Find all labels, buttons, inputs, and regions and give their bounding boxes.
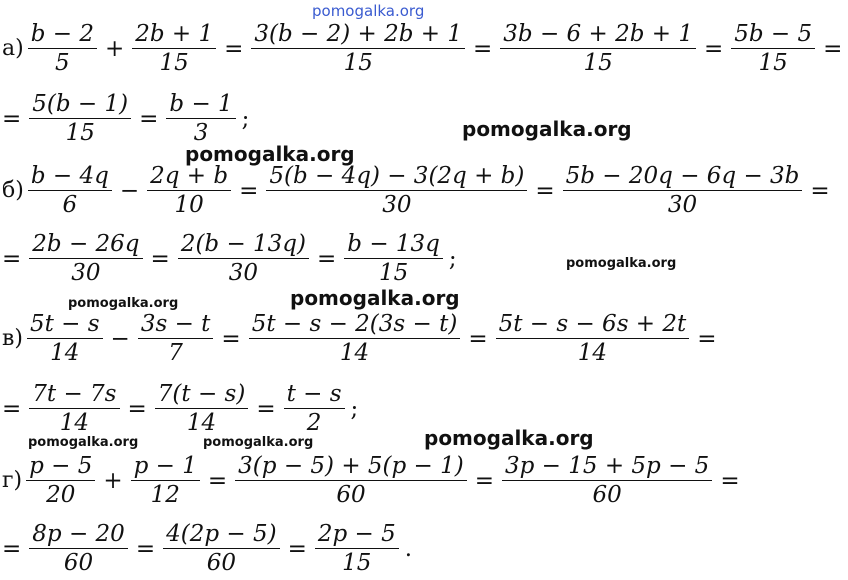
numerator: 5b − 5	[734, 21, 813, 47]
numerator: 5t − s − 2(3s − t)	[251, 311, 458, 337]
watermark: pomogalka.org	[566, 256, 677, 271]
numerator: 8p − 20	[32, 521, 125, 547]
operator: −	[119, 177, 140, 204]
denominator: 30	[228, 260, 259, 287]
equals-sign: =	[2, 105, 22, 132]
equals-sign: =	[150, 245, 170, 272]
numerator: 2q + b	[150, 163, 229, 189]
fraction	[315, 522, 399, 575]
numerator: 2p − 5	[317, 521, 396, 547]
punctuation: .	[404, 535, 413, 562]
equals-sign: =	[207, 467, 228, 494]
numerator: 3(b − 2) + 2b + 1	[254, 21, 463, 47]
watermark: pomogalka.org	[185, 142, 355, 166]
equals-sign: =	[317, 245, 337, 272]
fraction	[28, 22, 97, 75]
equals-sign: =	[127, 395, 147, 422]
denominator: 5	[55, 50, 70, 77]
denominator: 15	[342, 550, 372, 577]
fraction	[29, 382, 119, 435]
denominator: 15	[378, 260, 409, 287]
fraction	[29, 522, 128, 575]
denominator: 30	[382, 192, 412, 219]
fraction	[284, 382, 345, 435]
numerator: 7(t − s)	[157, 381, 246, 407]
denominator: 14	[339, 340, 370, 367]
operator: +	[103, 467, 123, 494]
problem-label: а)	[2, 36, 24, 62]
fraction	[251, 22, 465, 75]
denominator: 30	[71, 260, 101, 287]
denominator: 14	[59, 410, 90, 437]
fraction	[29, 92, 131, 145]
denominator: 15	[343, 50, 373, 77]
numerator: b − 1	[169, 91, 233, 117]
fraction	[178, 232, 309, 285]
fraction	[496, 312, 690, 365]
denominator: 12	[150, 482, 180, 509]
equals-sign: =	[135, 535, 156, 562]
equals-sign: =	[823, 35, 843, 62]
watermark: pomogalka.org	[462, 117, 632, 141]
denominator: 60	[206, 550, 236, 577]
denominator: 14	[577, 340, 608, 367]
watermark: pomogalka.org	[68, 296, 179, 311]
equals-sign: =	[473, 35, 493, 62]
denominator: 15	[65, 120, 95, 147]
numerator: 5b − 20q − 6q − 3b	[565, 163, 800, 189]
numerator: 5(b − 4q) − 3(2q + b)	[269, 163, 525, 189]
equals-sign: =	[287, 535, 307, 562]
problem-a-line1	[2, 22, 848, 75]
equals-sign: =	[2, 395, 22, 422]
numerator: 5t − s − 6s + 2t	[498, 311, 687, 337]
denominator: 15	[583, 50, 613, 77]
fraction	[27, 312, 103, 365]
numerator: 5(b − 1)	[32, 91, 129, 117]
fraction	[155, 382, 249, 435]
fraction	[502, 454, 712, 507]
operator: +	[104, 35, 125, 62]
denominator: 20	[46, 482, 76, 509]
equals-sign: =	[139, 105, 159, 132]
denominator: 15	[159, 50, 189, 77]
fraction	[266, 164, 527, 217]
equals-sign: =	[720, 467, 740, 494]
numerator: 3b − 6 + 2b + 1	[503, 21, 693, 47]
numerator: b − 4q	[30, 163, 109, 189]
fraction	[163, 522, 279, 575]
punctuation: ;	[448, 245, 457, 272]
fraction	[28, 164, 112, 217]
fraction	[249, 312, 461, 365]
numerator: 3(p − 5) + 5(p − 1)	[238, 453, 464, 479]
equals-sign: =	[221, 325, 241, 352]
watermark: pomogalka.org	[28, 435, 139, 450]
watermark: pomogalka.org	[424, 426, 594, 450]
denominator: 14	[50, 340, 80, 367]
denominator: 14	[186, 410, 217, 437]
fraction	[500, 22, 696, 75]
equals-sign: =	[810, 177, 830, 204]
problem-g-line2	[2, 522, 412, 575]
denominator: 7	[168, 340, 183, 367]
problem-label: в)	[2, 326, 23, 352]
equals-sign: =	[697, 325, 717, 352]
fraction	[731, 22, 815, 75]
fraction	[344, 232, 443, 285]
punctuation: ;	[241, 105, 250, 132]
problem-v-line2	[2, 382, 358, 435]
fraction	[132, 22, 216, 75]
fraction	[138, 312, 214, 365]
denominator: 15	[758, 50, 788, 77]
fraction	[26, 454, 95, 507]
numerator: 2b − 26q	[32, 231, 140, 257]
equals-sign: =	[535, 177, 555, 204]
equals-sign: =	[474, 467, 495, 494]
denominator: 6	[62, 192, 78, 219]
fraction	[166, 92, 235, 145]
numerator: 7t − 7s	[32, 381, 117, 407]
numerator: b − 2	[30, 21, 94, 47]
numerator: 2b + 1	[135, 21, 214, 47]
problem-a-line2	[2, 92, 249, 145]
numerator: 3p − 15 + 5p − 5	[505, 453, 710, 479]
numerator: b − 13q	[347, 231, 440, 257]
watermark-top: pomogalka.org	[312, 2, 425, 20]
fraction	[131, 454, 200, 507]
equals-sign: =	[468, 325, 488, 352]
equals-sign: =	[224, 35, 244, 62]
numerator: p − 1	[133, 453, 197, 479]
numerator: 4(2p − 5)	[166, 521, 277, 547]
equals-sign: =	[2, 535, 22, 562]
denominator: 2	[306, 410, 322, 437]
equals-sign: =	[703, 35, 724, 62]
problem-v-line1	[2, 312, 723, 365]
numerator: 2(b − 13q)	[180, 231, 306, 257]
punctuation: ;	[350, 395, 359, 422]
fraction	[29, 232, 142, 285]
watermark: pomogalka.org	[203, 435, 314, 450]
fraction	[563, 164, 803, 217]
operator: −	[110, 325, 130, 352]
denominator: 60	[63, 550, 94, 577]
numerator: t − s	[286, 381, 342, 407]
denominator: 60	[336, 482, 366, 509]
denominator: 60	[592, 482, 622, 509]
fraction	[235, 454, 467, 507]
problem-b-line2	[2, 232, 457, 285]
denominator: 30	[667, 192, 698, 219]
denominator: 10	[174, 192, 204, 219]
denominator: 3	[193, 120, 209, 147]
problem-g-line1	[2, 454, 746, 507]
numerator: p − 5	[29, 453, 93, 479]
problem-label: б)	[2, 178, 24, 204]
numerator: 5t − s	[29, 311, 100, 337]
equals-sign: =	[239, 177, 259, 204]
watermark: pomogalka.org	[290, 286, 460, 310]
equals-sign: =	[256, 395, 276, 422]
problem-label: г)	[2, 468, 23, 494]
numerator: 3s − t	[140, 311, 211, 337]
problem-b-line1	[2, 164, 836, 217]
fraction	[147, 164, 231, 217]
equals-sign: =	[2, 245, 22, 272]
